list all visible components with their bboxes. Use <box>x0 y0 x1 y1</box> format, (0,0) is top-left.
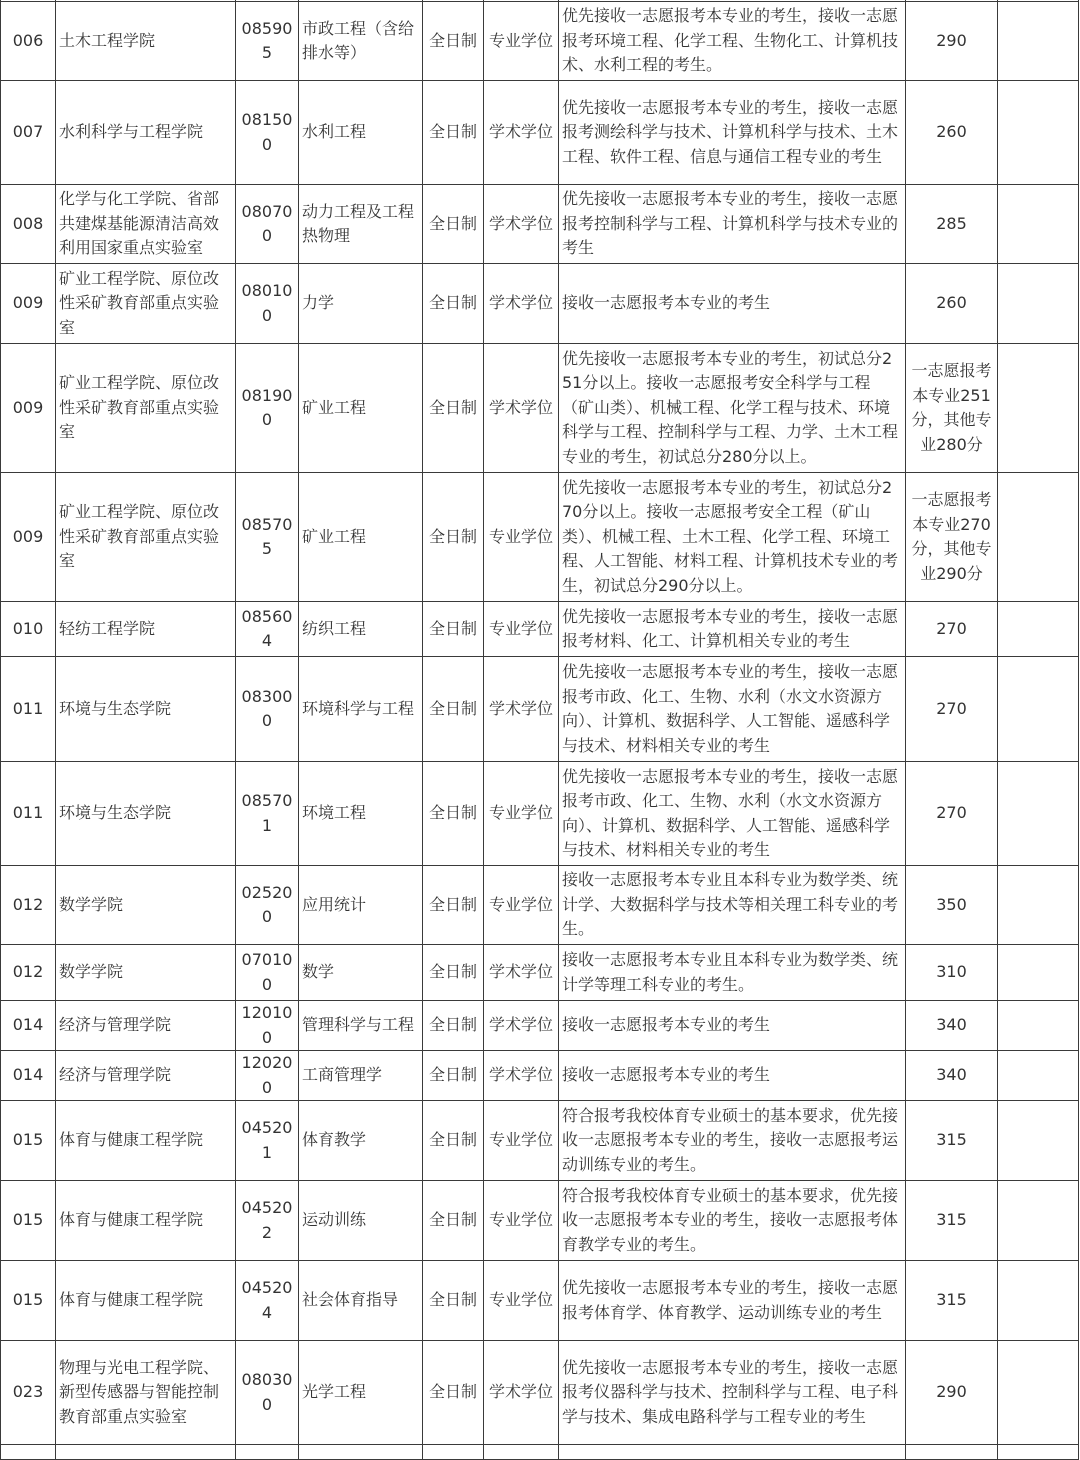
college-name: 矿业工程学院、原位改性采矿教育部重点实验室 <box>56 473 236 602</box>
admission-requirement: 优先接收一志愿报考本专业的考生，接收一志愿报考体育学、体育教学、运动训练专业的考生 <box>559 1261 906 1341</box>
study-mode: 全日制 <box>423 264 484 344</box>
note-cell <box>998 185 1079 264</box>
major-name: 运动训练 <box>299 1181 423 1261</box>
min-score: 一志愿报考本专业251分，其他专业280分 <box>906 344 998 473</box>
table-row <box>1 945 1079 1001</box>
row-number: 011 <box>1 762 56 866</box>
min-score: 285 <box>906 185 998 264</box>
degree-type: 专业学位 <box>484 866 559 945</box>
row-number: 012 <box>1 945 56 1001</box>
major-code: 025200 <box>236 866 299 945</box>
study-mode: 全日制 <box>423 1101 484 1181</box>
study-mode: 全日制 <box>423 1261 484 1341</box>
degree-type: 学术学位 <box>484 945 559 1001</box>
college-name: 矿业工程学院、原位改性采矿教育部重点实验室 <box>56 264 236 344</box>
major-code: 080100 <box>236 264 299 344</box>
major-name: 应用统计 <box>299 866 423 945</box>
college-name: 经济与管理学院 <box>56 1001 236 1051</box>
min-score: 350 <box>906 866 998 945</box>
row-number: 009 <box>1 344 56 473</box>
study-mode: 全日制 <box>423 344 484 473</box>
major-code: 085705 <box>236 473 299 602</box>
study-mode: 全日制 <box>423 762 484 866</box>
major-code: 080300 <box>236 1341 299 1445</box>
table-row <box>1 1101 1079 1181</box>
college-name: 体育与健康工程学院 <box>56 1101 236 1181</box>
college-name: 环境与生态学院 <box>56 762 236 866</box>
row-number: 015 <box>1 1261 56 1341</box>
degree-type: 学术学位 <box>484 1051 559 1101</box>
degree-type: 学术学位 <box>484 657 559 762</box>
degree-type: 学术学位 <box>484 1341 559 1445</box>
major-name: 矿业工程 <box>299 473 423 602</box>
note-cell <box>998 657 1079 762</box>
college-name: 化学与化工学院、省部共建煤基能源清洁高效利用国家重点实验室 <box>56 185 236 264</box>
study-mode: 全日制 <box>423 81 484 185</box>
major-code: 081900 <box>236 344 299 473</box>
row-number: 010 <box>1 602 56 657</box>
note-cell <box>998 81 1079 185</box>
major-name: 矿业工程 <box>299 344 423 473</box>
degree-type: 学术学位 <box>484 185 559 264</box>
study-mode: 全日制 <box>423 866 484 945</box>
major-name: 力学 <box>299 264 423 344</box>
note-cell <box>998 602 1079 657</box>
min-score: 270 <box>906 602 998 657</box>
row-number: 015 <box>1 1101 56 1181</box>
college-name: 环境与生态学院 <box>56 657 236 762</box>
row-number: 007 <box>1 81 56 185</box>
admission-requirement: 符合报考我校体育专业硕士的基本要求，优先接收一志愿报考本专业的考生，接收一志愿报考体育教学专业的考生。 <box>559 1181 906 1261</box>
major-name: 社会体育指导 <box>299 1261 423 1341</box>
admission-requirement: 接收一志愿报考本专业的考生 <box>559 1051 906 1101</box>
admission-requirement: 接收一志愿报考本专业的考生 <box>559 1001 906 1051</box>
note-cell <box>998 762 1079 866</box>
min-score: 290 <box>906 1341 998 1445</box>
study-mode: 全日制 <box>423 657 484 762</box>
major-code: 045204 <box>236 1261 299 1341</box>
college-name: 数学学院 <box>56 945 236 1001</box>
degree-type: 专业学位 <box>484 762 559 866</box>
row-number: 014 <box>1 1051 56 1101</box>
admission-requirement: 优先接收一志愿报考本专业的考生，接收一志愿报考控制科学与工程、计算机科学与技术专业的考生 <box>559 185 906 264</box>
note-cell <box>998 344 1079 473</box>
table-row <box>1 81 1079 185</box>
major-name: 纺织工程 <box>299 602 423 657</box>
major-code: 070100 <box>236 945 299 1001</box>
min-score: 310 <box>906 945 998 1001</box>
study-mode: 全日制 <box>423 1051 484 1101</box>
row-number: 023 <box>1 1341 56 1445</box>
table-row <box>1 2 1079 81</box>
table-row <box>1 602 1079 657</box>
row-number: 011 <box>1 657 56 762</box>
row-number: 006 <box>1 2 56 81</box>
table-row <box>1 657 1079 762</box>
note-cell <box>998 1001 1079 1051</box>
degree-type: 专业学位 <box>484 602 559 657</box>
min-score: 260 <box>906 81 998 185</box>
min-score: 315 <box>906 1181 998 1261</box>
table-row <box>1 1051 1079 1101</box>
college-name: 体育与健康工程学院 <box>56 1261 236 1341</box>
row-number: 014 <box>1 1001 56 1051</box>
table-row <box>1 1001 1079 1051</box>
table-body <box>1 0 1079 1460</box>
major-name: 光学工程 <box>299 1341 423 1445</box>
admission-requirement: 优先接收一志愿报考本专业的考生，接收一志愿报考市政、化工、生物、水利（水文水资源方向）、计算机、数据科学、人工智能、遥感科学与技术、材料相关专业的考生 <box>559 762 906 866</box>
min-score: 260 <box>906 264 998 344</box>
college-name: 轻纺工程学院 <box>56 602 236 657</box>
degree-type: 学术学位 <box>484 81 559 185</box>
college-name: 物理与光电工程学院、新型传感器与智能控制教育部重点实验室 <box>56 1341 236 1445</box>
row-number: 009 <box>1 473 56 602</box>
table-row <box>1 866 1079 945</box>
admission-requirement: 优先接收一志愿报考本专业的考生，接收一志愿报考市政、化工、生物、水利（水文水资源方向）、计算机、数据科学、人工智能、遥感科学与技术、材料相关专业的考生 <box>559 657 906 762</box>
min-score: 270 <box>906 657 998 762</box>
major-code: 120100 <box>236 1001 299 1051</box>
table-row <box>1 762 1079 866</box>
table-row <box>1 1261 1079 1341</box>
min-score: 270 <box>906 762 998 866</box>
college-name: 数学学院 <box>56 866 236 945</box>
major-code: 080700 <box>236 185 299 264</box>
college-name: 土木工程学院 <box>56 2 236 81</box>
note-cell <box>998 866 1079 945</box>
table-row <box>1 264 1079 344</box>
major-code: 045202 <box>236 1181 299 1261</box>
major-code: 085905 <box>236 2 299 81</box>
major-name: 体育教学 <box>299 1101 423 1181</box>
min-score: 一志愿报考本专业270分，其他专业290分 <box>906 473 998 602</box>
min-score: 315 <box>906 1101 998 1181</box>
study-mode: 全日制 <box>423 1001 484 1051</box>
study-mode: 全日制 <box>423 2 484 81</box>
college-name: 矿业工程学院、原位改性采矿教育部重点实验室 <box>56 344 236 473</box>
major-name: 动力工程及工程热物理 <box>299 185 423 264</box>
row-number: 009 <box>1 264 56 344</box>
major-code: 120200 <box>236 1051 299 1101</box>
note-cell <box>998 1181 1079 1261</box>
college-name: 体育与健康工程学院 <box>56 1181 236 1261</box>
admission-requirement: 优先接收一志愿报考本专业的考生，初试总分251分以上。接收一志愿报考安全科学与工程（矿山类）、机械工程、化学工程与技术、环境科学与工程、控制科学与工程、力学、土木工程专业的考生，初试总分280分以上。 <box>559 344 906 473</box>
note-cell <box>998 2 1079 81</box>
admission-requirement: 接收一志愿报考本专业且本科专业为数学类、统计学等理工科专业的考生。 <box>559 945 906 1001</box>
degree-type: 专业学位 <box>484 1181 559 1261</box>
admission-requirement: 优先接收一志愿报考本专业的考生，初试总分270分以上。接收一志愿报考安全工程（矿山类）、机械工程、土木工程、化学工程、环境工程、人工智能、材料工程、计算机技术专业的考生，初试总分290分以上。 <box>559 473 906 602</box>
degree-type: 专业学位 <box>484 1101 559 1181</box>
table-row <box>1 185 1079 264</box>
degree-type: 专业学位 <box>484 2 559 81</box>
table-row <box>1 473 1079 602</box>
note-cell <box>998 1261 1079 1341</box>
major-code: 045201 <box>236 1101 299 1181</box>
major-code: 083000 <box>236 657 299 762</box>
note-cell <box>998 264 1079 344</box>
study-mode: 全日制 <box>423 473 484 602</box>
major-name: 市政工程（含给排水等） <box>299 2 423 81</box>
major-code: 085701 <box>236 762 299 866</box>
min-score: 315 <box>906 1261 998 1341</box>
major-name: 环境工程 <box>299 762 423 866</box>
note-cell <box>998 1051 1079 1101</box>
note-cell <box>998 945 1079 1001</box>
study-mode: 全日制 <box>423 945 484 1001</box>
major-name: 环境科学与工程 <box>299 657 423 762</box>
min-score: 340 <box>906 1051 998 1101</box>
min-score: 290 <box>906 2 998 81</box>
min-score: 340 <box>906 1001 998 1051</box>
admission-requirement: 符合报考我校体育专业硕士的基本要求，优先接收一志愿报考本专业的考生，接收一志愿报考运动训练专业的考生。 <box>559 1101 906 1181</box>
degree-type: 学术学位 <box>484 264 559 344</box>
degree-type: 专业学位 <box>484 1261 559 1341</box>
partial-row-bottom <box>1 1445 1079 1460</box>
note-cell <box>998 1341 1079 1445</box>
admission-requirement: 优先接收一志愿报考本专业的考生，接收一志愿报考材料、化工、计算机相关专业的考生 <box>559 602 906 657</box>
major-name: 工商管理学 <box>299 1051 423 1101</box>
admission-requirement: 优先接收一志愿报考本专业的考生，接收一志愿报考环境工程、化学工程、生物化工、计算机技术、水利工程的考生。 <box>559 2 906 81</box>
study-mode: 全日制 <box>423 1181 484 1261</box>
admission-requirement: 接收一志愿报考本专业且本科专业为数学类、统计学、大数据科学与技术等相关理工科专业的考生。 <box>559 866 906 945</box>
major-name: 水利工程 <box>299 81 423 185</box>
major-code: 081500 <box>236 81 299 185</box>
major-name: 数学 <box>299 945 423 1001</box>
row-number: 012 <box>1 866 56 945</box>
college-name: 经济与管理学院 <box>56 1051 236 1101</box>
degree-type: 学术学位 <box>484 1001 559 1051</box>
study-mode: 全日制 <box>423 185 484 264</box>
major-name: 管理科学与工程 <box>299 1001 423 1051</box>
degree-type: 学术学位 <box>484 344 559 473</box>
study-mode: 全日制 <box>423 602 484 657</box>
table-row <box>1 1341 1079 1445</box>
row-number: 008 <box>1 185 56 264</box>
note-cell <box>998 1101 1079 1181</box>
table-row <box>1 344 1079 473</box>
admission-requirement: 接收一志愿报考本专业的考生 <box>559 264 906 344</box>
study-mode: 全日制 <box>423 1341 484 1445</box>
admission-requirement: 优先接收一志愿报考本专业的考生，接收一志愿报考仪器科学与技术、控制科学与工程、电子科学与技术、集成电路科学与工程专业的考生 <box>559 1341 906 1445</box>
degree-type: 专业学位 <box>484 473 559 602</box>
note-cell <box>998 473 1079 602</box>
admission-requirement: 优先接收一志愿报考本专业的考生，接收一志愿报考测绘科学与技术、计算机科学与技术、土木工程、软件工程、信息与通信工程专业的考生 <box>559 81 906 185</box>
major-code: 085604 <box>236 602 299 657</box>
college-name: 水利科学与工程学院 <box>56 81 236 185</box>
row-number: 015 <box>1 1181 56 1261</box>
table-row <box>1 1181 1079 1261</box>
